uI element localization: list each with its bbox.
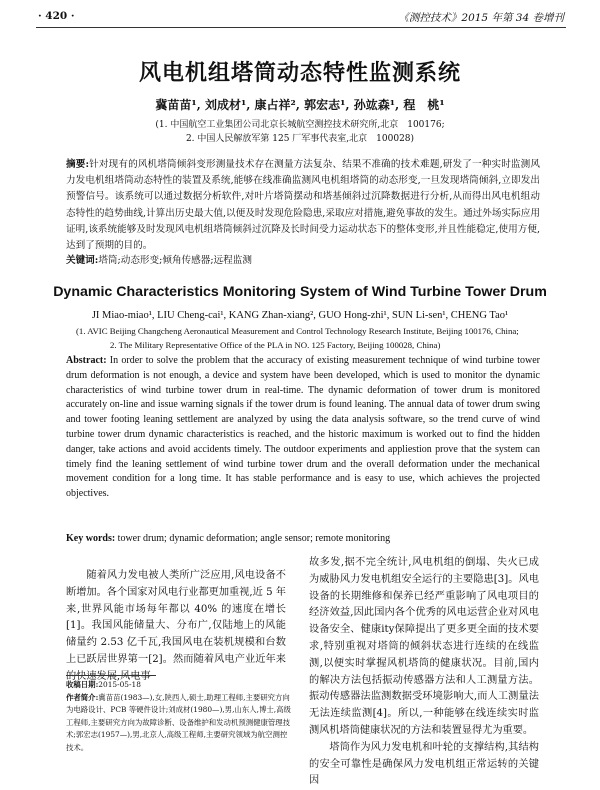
paper-title-en: Dynamic Characteristics Monitoring System of Wind Turbine Tower Drum bbox=[53, 284, 547, 300]
abstract-cn bbox=[66, 157, 540, 254]
bio-text: 冀苗苗(1983—),女,陕西人,硕士,助理工程师,主要研究方向为电路设计、PCB 等硬件设计;刘成材(1980—),男,山东人,博士,高级工程师,主要研究方向为故障诊断、设备维护和发动机预测健康管理技术;郭宏志(1957—),男,北京人,高级工程师,主要研究领域为航空测控技术。 bbox=[66, 692, 291, 752]
abstract-cn-text: 针对现有的风机塔筒倾斜变形测量技术存在测量方法复杂、结果不准确的技术难题,研发了一种实时监测风力发电机组塔筒动态特性的装置及系统,能够在线准确监测风电机组塔筒的动态形变,一旦发现塔筒倾斜,立即发出预警信号。该系统可以通过数据分析软件,对叶片塔筒摆动和塔基倾斜过沉降数据进行分析,从而得出风电机组动态特性的趋势曲线,计算出历史最大值,以便及时发现危险隐患,采取应对措施,避免事故的发生。通过外场实际应用证明,该系统能够及时发现风电机组塔筒倾斜过沉降及长时间受力运动状态下的整体变形,并且性能稳定,使用方便,达到了预期的目的。 bbox=[66, 159, 540, 252]
page-number: · 420 · bbox=[38, 10, 75, 22]
affiliation-cn-1: (1. 中国航空工业集团公司北京长城航空测控技术研究所,北京 100176; bbox=[155, 120, 445, 130]
keywords-en-label: Key words: bbox=[66, 533, 116, 544]
abstract-en-label: Abstract: bbox=[66, 355, 107, 366]
abstract-en bbox=[66, 354, 540, 502]
paper-title-cn: 风电机组塔筒动态特性监测系统 bbox=[138, 60, 461, 86]
keywords-cn-label: 关键词: bbox=[66, 255, 99, 266]
keywords-cn-text: 塔筒;动态形变;倾角传感器;远程监测 bbox=[98, 255, 252, 266]
running-header bbox=[38, 10, 564, 26]
authors-en: JI Miao-miao¹, LIU Cheng-cai¹, KANG Zhan-xiang², GUO Hong-zhi¹, SUN Li-sen¹, CHENG Tao¹ bbox=[91, 310, 509, 321]
header-divider bbox=[36, 27, 566, 28]
keywords-en bbox=[66, 533, 540, 544]
keywords-en-text: tower drum; dynamic deformation; angle sensor; remote monitoring bbox=[117, 533, 391, 544]
affiliation-cn-2: 2. 中国人民解放军第 125 厂军事代表室,北京 100028) bbox=[185, 134, 415, 144]
received-value: 2015-05-18 bbox=[98, 680, 141, 689]
abstract-cn-label: 摘要: bbox=[66, 159, 90, 170]
footnote bbox=[66, 679, 292, 755]
affiliation-en-1: (1. AVIC Beijing Changcheng Aeronautical Measurement and Control Technology Research Institute, Beijing 100176, China; bbox=[76, 326, 519, 336]
received-label: 收稿日期: bbox=[66, 680, 99, 689]
authors-cn: 冀苗苗¹, 刘成材¹, 康占祥², 郭宏志¹, 孙竑森¹, 程 桃¹ bbox=[155, 98, 445, 112]
body-column-left: 随着风力发电被人类所广泛应用,风电设备不断增加。各个国家对风电行业都更加重视,近 5 年来,世界风能市场每年都以 40% 的速度在增长[1]。我国风能储量大、分布广,仅陆地上的风能储量约 2.53 亿千瓦,我国风电在装机规模和台数上已跃居世界第一[2]。然而随着风电产业近年来的快速发展,风电事 bbox=[66, 570, 286, 682]
journal-name: 《测控技术》2015 年第 34 卷增刊 bbox=[398, 12, 564, 24]
abstract-en-text: In order to solve the problem that the accuracy of existing measurement technique of wind turbine tower drum deformation is not enough, a device and system have been developed, which is used to monitor the dynamic characteristics of wind turbine tower drum in real-time. The dynamic deformation of tower drum is monitored accurately on-line and issue warning signals if the tower drum is found leaning. The annual data of tower drum swing and tower footing leaning settlement are analyzed by using the data analysis software, so the trend curve of wind turbine tower drum dynamic characteristics is reached, and the historic maximum is worked out to find the hidden danger, take actions and avoid accidents timely. The outdoor experiments and appliestion prove that the system can timely find the leaning settlement of wind turbine tower drum and the overall deformation under the mechanical movement condition for a long time. It has stable performance and is easy to use, which achieves the projected objectives. bbox=[66, 355, 540, 500]
keywords-cn bbox=[66, 252, 540, 266]
author-bio bbox=[66, 692, 292, 755]
received-date bbox=[66, 679, 292, 692]
footnote-divider bbox=[66, 675, 156, 676]
body-paragraph: 塔筒作为风力发电机和叶轮的支撑结构,其结构的安全可靠性是确保风力发电机组正常运转的关键因 bbox=[309, 741, 539, 787]
body-column-right bbox=[309, 555, 539, 790]
affiliation-en-2: 2. The Military Representative Office of the PLA in NO. 125 Factory, Beijing 100028, China) bbox=[110, 340, 441, 350]
body-paragraph: 故多发,据不完全统计,风电机组的倒塌、失火已成为威胁风力发电机组安全运行的主要隐患[3]。风电设备的长期维修和保养已经严重影响了风电项目的经济效益,因此国内各个优秀的风电运营企业对风电设备安全、健康ity保障提出了更多更全面的技术要求,特别重视对塔筒的倾斜状态进行连续的在线监测,以便实时掌握风机塔筒的健康状况。目前,国内的解决方法包括振动传感器方法和人工测量方法。振动传感器法监测数据受环境影响大,而人工测量法无法连续监测[4]。所以,一种能够在线连续实时监测风机塔筒健康状况的方法和装置显得尤为重要。 bbox=[309, 557, 539, 736]
bio-label: 作者简介: bbox=[66, 692, 99, 702]
